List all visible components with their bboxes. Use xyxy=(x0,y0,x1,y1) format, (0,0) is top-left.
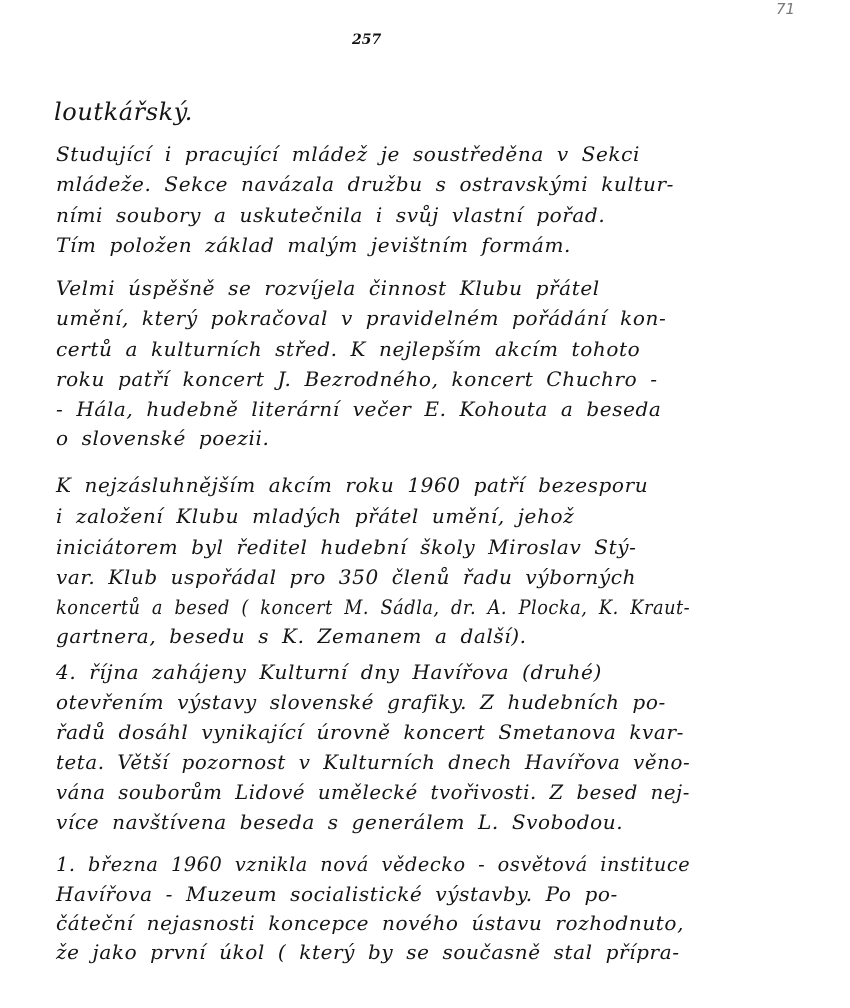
text-line: i založení Klubu mladých přátel umění, jehož xyxy=(56,504,575,528)
text-line: 4. října zahájeny Kulturní dny Havířova (druhé) xyxy=(56,660,602,684)
text-line: že jako první úkol ( který by se současně stal přípra- xyxy=(56,940,680,964)
text-line: roku patří koncert J. Bezrodného, koncert Chuchro - xyxy=(56,367,658,391)
text-line: ními soubory a uskutečnila i svůj vlastní pořad. xyxy=(56,203,606,227)
text-line: K nejzásluhnějším akcím roku 1960 patří bezesporu xyxy=(56,473,649,497)
text-line: koncertů a besed ( koncert M. Sádla, dr. A. Plocka, K. Kraut- xyxy=(56,595,691,619)
text-line: certů a kulturních střed. K nejlepším akcím tohoto xyxy=(56,337,641,361)
text-line: mládeže. Sekce navázala družbu s ostravskými kultur- xyxy=(56,172,675,196)
text-line: otevřením výstavy slovenské grafiky. Z hudebních po- xyxy=(56,690,666,714)
text-line: vána souborům Lidové umělecké tvořivosti. Z besed nej- xyxy=(56,780,690,804)
text-line: čáteční nejasnosti koncepce nového ústavu rozhodnuto, xyxy=(56,911,685,935)
text-line: Tím položen základ malým jevištním formám. xyxy=(56,233,571,257)
text-line: o slovenské poezii. xyxy=(56,426,270,450)
text-line: Havířova - Muzeum socialistické výstavby. Po po- xyxy=(56,882,618,906)
text-line: více navštívena beseda s generálem L. Svobodou. xyxy=(56,810,624,834)
text-line: gartnera, besedu s K. Zemanem a další). xyxy=(56,624,527,648)
corner-mark: 71 xyxy=(776,0,796,18)
text-line: teta. Větší pozornost v Kulturních dnech Havířova věno- xyxy=(56,750,691,774)
text-line: - Hála, hudebně literární večer E. Kohouta a beseda xyxy=(56,397,662,421)
text-line: Velmi úspěšně se rozvíjela činnost Klubu přátel xyxy=(56,276,600,300)
text-line: var. Klub uspořádal pro 350 členů řadu výborných xyxy=(56,565,637,589)
text-line: Studující i pracující mládež je soustředěna v Sekci xyxy=(56,142,640,166)
page-number: 257 xyxy=(352,32,382,48)
text-line: 1. března 1960 vznikla nová vědecko - osvětová instituce xyxy=(56,852,691,876)
text-line: řadů dosáhl vynikající úrovně koncert Smetanova kvar- xyxy=(56,720,684,744)
text-line: umění, který pokračoval v pravidelném pořádání kon- xyxy=(56,306,667,330)
text-line: iniciátorem byl ředitel hudební školy Miroslav Stý- xyxy=(56,535,637,559)
section-heading: loutkářský. xyxy=(54,98,194,126)
